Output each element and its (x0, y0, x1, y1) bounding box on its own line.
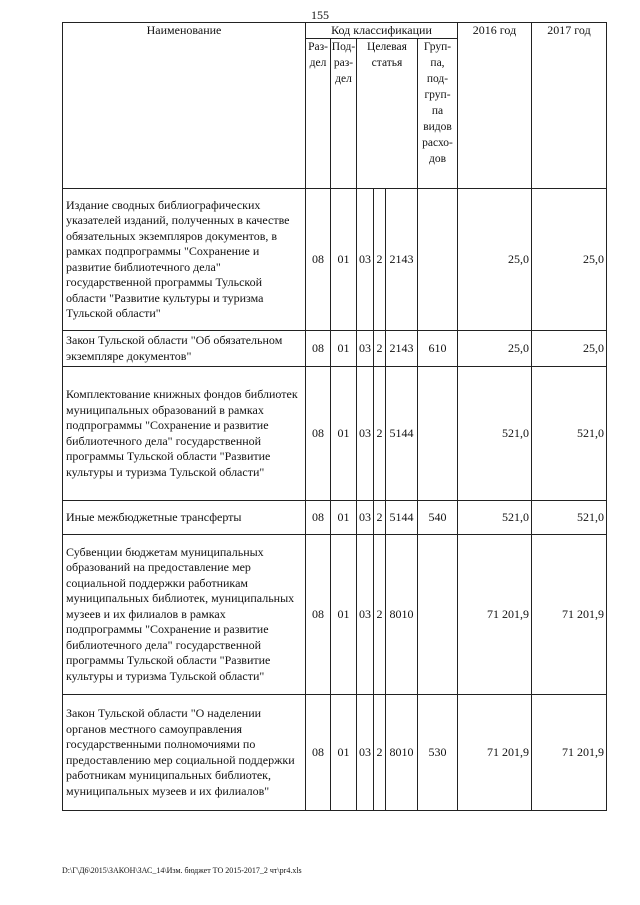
cell-subsection: 01 (331, 367, 357, 501)
table-row (63, 501, 607, 535)
cell-target-subprogram: 2 (374, 367, 386, 501)
cell-amount-2016: 25,0 (458, 189, 532, 331)
cell-target-direction: 5144 (386, 501, 418, 535)
cell-amount-2016: 521,0 (458, 367, 532, 501)
cell-amount-2016: 25,0 (458, 331, 532, 367)
budget-table (62, 22, 607, 811)
cell-expense-group: 540 (418, 501, 458, 535)
cell-subsection: 01 (331, 501, 357, 535)
cell-expense-group: 530 (418, 695, 458, 811)
cell-amount-2017: 521,0 (532, 367, 607, 501)
row-name: Иные межбюджетные трансферты (63, 501, 306, 535)
header-name: Наименование (63, 23, 306, 189)
cell-target-direction: 8010 (386, 695, 418, 811)
cell-section: 08 (306, 501, 331, 535)
header-target: Целевая статья (357, 39, 418, 189)
cell-target-subprogram: 2 (374, 189, 386, 331)
cell-amount-2016: 71 201,9 (458, 695, 532, 811)
cell-section: 08 (306, 367, 331, 501)
file-path-footer: D:\Г\Д6\2015\ЗАКОН\ЗАС_14\Изм. бюджет ТО 2015-2017_2 чт\pr4.xls (62, 866, 302, 875)
cell-target-program: 03 (357, 695, 374, 811)
cell-expense-group (418, 367, 458, 501)
cell-target-program: 03 (357, 367, 374, 501)
cell-target-program: 03 (357, 535, 374, 695)
cell-target-subprogram: 2 (374, 695, 386, 811)
row-name: Закон Тульской области "Об обязательном экземпляре документов" (63, 331, 306, 367)
header-2017: 2017 год (532, 23, 607, 189)
row-name: Комплектование книжных фондов библиотек муниципальных образований в рамках подпрограммы "Сохранение и развитие библиотечного дела" государственной программы Тульской области "Развитие культуры и туризма Тульской области" (63, 367, 306, 501)
cell-target-program: 03 (357, 189, 374, 331)
cell-target-subprogram: 2 (374, 535, 386, 695)
cell-amount-2017: 71 201,9 (532, 535, 607, 695)
cell-target-subprogram: 2 (374, 331, 386, 367)
table-header (63, 23, 607, 189)
cell-section: 08 (306, 331, 331, 367)
cell-amount-2016: 71 201,9 (458, 535, 532, 695)
cell-expense-group: 610 (418, 331, 458, 367)
table-row (63, 189, 607, 331)
cell-subsection: 01 (331, 535, 357, 695)
cell-subsection: 01 (331, 189, 357, 331)
row-name: Издание сводных библиографических указателей изданий, полученных в качестве обязательных экземпляров документов, в рамках подпрограммы "Сохранение и развитие библиотечного дела" государственной программы Тульской области "Развитие культуры и туризма Тульской области" (63, 189, 306, 331)
cell-expense-group (418, 535, 458, 695)
header-group: Груп- па, под- груп- па видов расхо- дов (418, 39, 458, 189)
header-section: Раз- дел (306, 39, 331, 189)
cell-amount-2017: 25,0 (532, 331, 607, 367)
header-2016: 2016 год (458, 23, 532, 189)
cell-section: 08 (306, 535, 331, 695)
cell-target-program: 03 (357, 331, 374, 367)
page-number: 155 (311, 8, 329, 22)
table-body (63, 189, 607, 811)
cell-expense-group (418, 189, 458, 331)
header-code: Код классификации (306, 23, 458, 39)
row-name: Закон Тульской области "О наделении органов местного самоуправления государственными полномочиями по предоставлению мер социальной поддержки работникам муниципальных библиотек, муниципальных музеев и их филиалов" (63, 695, 306, 811)
cell-amount-2017: 71 201,9 (532, 695, 607, 811)
cell-target-program: 03 (357, 501, 374, 535)
cell-section: 08 (306, 189, 331, 331)
cell-amount-2017: 521,0 (532, 501, 607, 535)
cell-section: 08 (306, 695, 331, 811)
cell-subsection: 01 (331, 331, 357, 367)
cell-target-direction: 8010 (386, 535, 418, 695)
cell-target-direction: 5144 (386, 367, 418, 501)
cell-target-subprogram: 2 (374, 501, 386, 535)
cell-amount-2016: 521,0 (458, 501, 532, 535)
table-row (63, 695, 607, 811)
header-subsection: Под- раз- дел (331, 39, 357, 189)
cell-target-direction: 2143 (386, 189, 418, 331)
table-row (63, 331, 607, 367)
table-row (63, 367, 607, 501)
cell-subsection: 01 (331, 695, 357, 811)
cell-amount-2017: 25,0 (532, 189, 607, 331)
table-row (63, 535, 607, 695)
row-name: Субвенции бюджетам муниципальных образований на предоставление мер социальной поддержки работникам муниципальных библиотек, муниципальных музеев и их филиалов в рамках подпрограммы "Сохранение и развитие библиотечного дела" государственной программы Тульской области "Развитие культуры и туризма Тульской области" (63, 535, 306, 695)
cell-target-direction: 2143 (386, 331, 418, 367)
